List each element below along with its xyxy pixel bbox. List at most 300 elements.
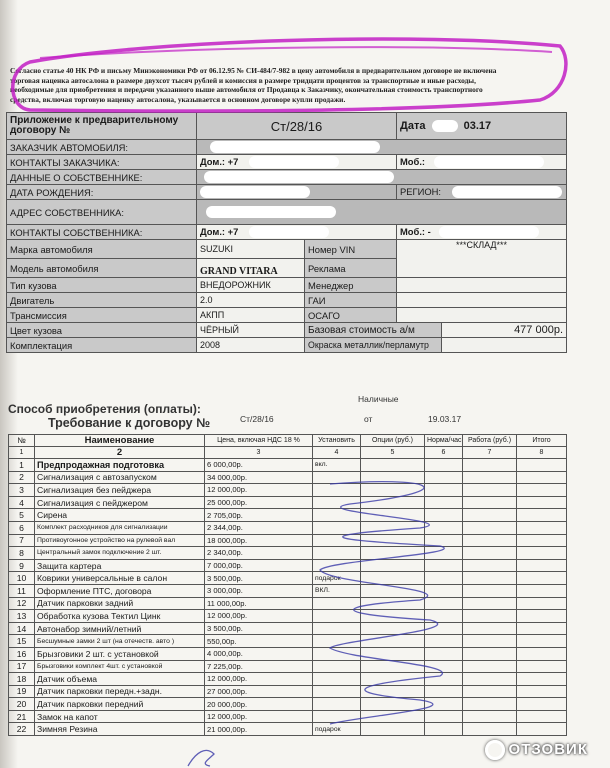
items-header-row bbox=[9, 435, 567, 447]
item-work bbox=[463, 647, 517, 660]
item-name: Автонабор зимний/летний bbox=[35, 622, 205, 635]
item-norm bbox=[425, 635, 463, 648]
col-no-header: № bbox=[9, 435, 35, 447]
item-options bbox=[361, 521, 425, 534]
item-total bbox=[517, 496, 567, 509]
item-norm bbox=[425, 597, 463, 610]
birth-date-label: ДАТА РОЖДЕНИЯ: bbox=[7, 185, 197, 200]
redaction-blot bbox=[204, 171, 394, 183]
item-norm bbox=[425, 509, 463, 522]
item-name: Центральный замок подключение 2 шт. bbox=[35, 547, 205, 560]
item-total bbox=[517, 547, 567, 560]
manager-label: Менеджер bbox=[305, 278, 397, 293]
item-work bbox=[463, 459, 517, 472]
contacts-label: КОНТАКТЫ ЗАКАЗЧИКА: bbox=[7, 155, 197, 170]
table-row bbox=[9, 496, 567, 509]
item-price: 21 000,00р. bbox=[205, 723, 313, 736]
table-row bbox=[9, 597, 567, 610]
model-label: Модель автомобиля bbox=[7, 259, 197, 278]
item-price: 2 344,00р. bbox=[205, 521, 313, 534]
model-value: GRAND VITARA bbox=[197, 259, 305, 278]
customer-phone-home bbox=[197, 155, 397, 170]
redaction-blot bbox=[206, 206, 336, 218]
table-row bbox=[9, 534, 567, 547]
region-label: РЕГИОН: bbox=[400, 185, 441, 197]
item-work bbox=[463, 521, 517, 534]
color-label: Цвет кузова bbox=[7, 323, 197, 338]
transmission-value: АКПП bbox=[197, 308, 305, 323]
item-install: подарок bbox=[313, 572, 361, 585]
item-total bbox=[517, 534, 567, 547]
item-number: 4 bbox=[9, 496, 35, 509]
item-total bbox=[517, 698, 567, 711]
base-price-label: Базовая стоимость а/м bbox=[305, 323, 442, 338]
item-options bbox=[361, 471, 425, 484]
contract-info-table bbox=[6, 112, 567, 353]
item-number: 14 bbox=[9, 622, 35, 635]
item-price: 4 000,00р. bbox=[205, 647, 313, 660]
item-number: 20 bbox=[9, 698, 35, 711]
item-norm bbox=[425, 622, 463, 635]
payment-method-label: Способ приобретения (оплаты): bbox=[8, 402, 201, 416]
item-work bbox=[463, 710, 517, 723]
item-work bbox=[463, 610, 517, 623]
item-norm bbox=[425, 459, 463, 472]
item-number: 21 bbox=[9, 710, 35, 723]
note-line: торговая наценка автосалона в размере двухсот тысяч рублей и комиссия в размере тридцати процентов за транспортные и иные расходы, bbox=[10, 75, 476, 85]
item-number: 6 bbox=[9, 521, 35, 534]
item-name: Датчик объема bbox=[35, 673, 205, 686]
item-total bbox=[517, 572, 567, 585]
appendix-label-line: договору № bbox=[10, 125, 71, 136]
item-norm bbox=[425, 547, 463, 560]
item-install bbox=[313, 547, 361, 560]
gai-label: ГАИ bbox=[305, 293, 397, 308]
date-cell bbox=[397, 113, 567, 140]
item-install bbox=[313, 509, 361, 522]
request-label: Требование к договору № bbox=[48, 416, 211, 430]
item-number: 22 bbox=[9, 723, 35, 736]
table-row bbox=[9, 685, 567, 698]
col-norm-header: Норма/час bbox=[425, 435, 463, 447]
item-work bbox=[463, 471, 517, 484]
marker-highlight-stroke bbox=[40, 47, 552, 58]
item-price: 2 705,00р. bbox=[205, 509, 313, 522]
osago-value bbox=[397, 308, 567, 323]
item-number: 9 bbox=[9, 559, 35, 572]
item-total bbox=[517, 471, 567, 484]
gai-value bbox=[397, 293, 567, 308]
item-number: 5 bbox=[9, 509, 35, 522]
item-options bbox=[361, 509, 425, 522]
item-name: Брызговики 2 шт. с установкой bbox=[35, 647, 205, 660]
item-work bbox=[463, 685, 517, 698]
table-row bbox=[9, 509, 567, 522]
item-install: вкл. bbox=[313, 459, 361, 472]
table-row bbox=[9, 459, 567, 472]
owner-data-label: ДАННЫЕ О СОБСТВЕННИКЕ: bbox=[7, 170, 197, 185]
item-number: 18 bbox=[9, 673, 35, 686]
table-row bbox=[9, 521, 567, 534]
redaction-blot bbox=[452, 186, 562, 198]
item-work bbox=[463, 534, 517, 547]
osago-label: ОСАГО bbox=[305, 308, 397, 323]
phone-home-text: Дом.: +7 bbox=[200, 155, 239, 167]
item-price: 7 000,00р. bbox=[205, 559, 313, 572]
table-row bbox=[9, 584, 567, 597]
item-norm bbox=[425, 610, 463, 623]
item-number: 2 bbox=[9, 471, 35, 484]
manager-value bbox=[397, 278, 567, 293]
item-options bbox=[361, 673, 425, 686]
watermark bbox=[485, 740, 588, 760]
item-options bbox=[361, 660, 425, 673]
colnum: 4 bbox=[313, 447, 361, 459]
watermark-logo-icon bbox=[485, 740, 505, 760]
item-work bbox=[463, 660, 517, 673]
item-install bbox=[313, 610, 361, 623]
col-price-header: Цена, включая НДС 18 % bbox=[205, 435, 313, 447]
items-colnum-row bbox=[9, 447, 567, 459]
item-price: 3 000,00р. bbox=[205, 584, 313, 597]
item-price: 12 000,00р. bbox=[205, 610, 313, 623]
item-total bbox=[517, 622, 567, 635]
table-row bbox=[9, 660, 567, 673]
item-name: Предпродажная подготовка bbox=[35, 459, 205, 472]
table-row bbox=[9, 622, 567, 635]
item-price: 34 000,00р. bbox=[205, 471, 313, 484]
owner-phone-home bbox=[197, 225, 397, 240]
item-norm bbox=[425, 673, 463, 686]
item-options bbox=[361, 597, 425, 610]
birth-date-value bbox=[197, 185, 397, 200]
colnum: 5 bbox=[361, 447, 425, 459]
redaction-blot bbox=[200, 186, 310, 198]
appendix-label-line: Приложение к предварительному bbox=[10, 115, 179, 126]
item-name: Коврики универсальные в салон bbox=[35, 572, 205, 585]
item-work bbox=[463, 559, 517, 572]
item-options bbox=[361, 647, 425, 660]
table-row bbox=[9, 610, 567, 623]
equipment-value: 2008 bbox=[197, 338, 305, 353]
make-value: SUZUKI bbox=[197, 240, 305, 259]
item-work bbox=[463, 635, 517, 648]
header-row bbox=[7, 113, 567, 140]
item-total bbox=[517, 559, 567, 572]
item-norm bbox=[425, 710, 463, 723]
table-row bbox=[9, 471, 567, 484]
item-number: 15 bbox=[9, 635, 35, 648]
item-number: 16 bbox=[9, 647, 35, 660]
item-work bbox=[463, 723, 517, 736]
table-row bbox=[9, 547, 567, 560]
col-install-header: Установить bbox=[313, 435, 361, 447]
item-total bbox=[517, 597, 567, 610]
item-norm bbox=[425, 534, 463, 547]
table-row bbox=[9, 572, 567, 585]
item-price: 3 500,00р. bbox=[205, 572, 313, 585]
item-total bbox=[517, 484, 567, 497]
table-row bbox=[9, 723, 567, 736]
redaction-blot bbox=[434, 156, 544, 168]
vin-value: ***СКЛАД*** bbox=[397, 240, 567, 278]
engine-value: 2.0 bbox=[197, 293, 305, 308]
item-total bbox=[517, 584, 567, 597]
item-install bbox=[313, 534, 361, 547]
customer-phone-mob bbox=[397, 155, 567, 170]
item-number: 17 bbox=[9, 660, 35, 673]
paint-label: Окраска металлик/перламутр bbox=[305, 338, 442, 353]
item-price: 12 000,00р. bbox=[205, 673, 313, 686]
engine-label: Двигатель bbox=[7, 293, 197, 308]
item-work bbox=[463, 622, 517, 635]
item-work bbox=[463, 496, 517, 509]
item-work bbox=[463, 509, 517, 522]
item-norm bbox=[425, 647, 463, 660]
item-options bbox=[361, 610, 425, 623]
item-price: 3 500,00р. bbox=[205, 622, 313, 635]
redaction-blot bbox=[249, 226, 329, 238]
item-price: 550,00р. bbox=[205, 635, 313, 648]
note-line: Согласно статье 40 НК РФ и письму Минэкономики РФ от 06.12.95 № СИ-484/7-982 в цену автомобиля в предварительном договоре не включена bbox=[10, 66, 497, 75]
item-price: 12 000,00р. bbox=[205, 484, 313, 497]
item-install bbox=[313, 710, 361, 723]
item-name: Датчик парковки задний bbox=[35, 597, 205, 610]
date-value: 03.17 bbox=[463, 119, 492, 132]
item-price: 12 000,00р. bbox=[205, 710, 313, 723]
item-install bbox=[313, 484, 361, 497]
redaction-blot bbox=[249, 156, 339, 168]
col-total-header: Итого bbox=[517, 435, 567, 447]
table-row bbox=[9, 710, 567, 723]
item-install bbox=[313, 521, 361, 534]
item-work bbox=[463, 597, 517, 610]
table-row bbox=[9, 484, 567, 497]
item-number: 12 bbox=[9, 597, 35, 610]
item-name: Сигнализация с пейджером bbox=[35, 496, 205, 509]
owner-phone-mob bbox=[397, 225, 567, 240]
item-number: 8 bbox=[9, 547, 35, 560]
item-install bbox=[313, 597, 361, 610]
item-norm bbox=[425, 484, 463, 497]
col-options-header: Опции (руб.) bbox=[361, 435, 425, 447]
ad-label: Реклама bbox=[305, 259, 397, 278]
item-install bbox=[313, 685, 361, 698]
item-name: Зимняя Резина bbox=[35, 723, 205, 736]
owner-phone-home-text: Дом.: +7 bbox=[200, 225, 239, 237]
request-from-label: от bbox=[364, 414, 373, 424]
item-name: Бесшумные замки 2 шт (на отечеств. авто ) bbox=[35, 635, 205, 648]
item-install bbox=[313, 559, 361, 572]
item-install bbox=[313, 647, 361, 660]
colnum: 2 bbox=[35, 447, 205, 459]
item-total bbox=[517, 647, 567, 660]
payment-method-value: Наличные bbox=[358, 394, 399, 404]
watermark-text: ОТЗОВИК bbox=[508, 740, 588, 758]
transmission-label: Трансмиссия bbox=[7, 308, 197, 323]
item-install: ВКЛ. bbox=[313, 584, 361, 597]
item-price: 7 225,00р. bbox=[205, 660, 313, 673]
item-norm bbox=[425, 496, 463, 509]
item-install bbox=[313, 496, 361, 509]
appendix-label bbox=[7, 113, 197, 140]
item-name: Оформление ПТС, договора bbox=[35, 584, 205, 597]
item-name: Защита картера bbox=[35, 559, 205, 572]
item-norm bbox=[425, 471, 463, 484]
redaction-blot bbox=[210, 141, 380, 153]
item-total bbox=[517, 673, 567, 686]
item-norm bbox=[425, 698, 463, 711]
item-name: Сирена bbox=[35, 509, 205, 522]
paint-value bbox=[442, 338, 567, 353]
item-norm bbox=[425, 685, 463, 698]
item-options bbox=[361, 547, 425, 560]
item-number: 19 bbox=[9, 685, 35, 698]
item-options bbox=[361, 635, 425, 648]
region-cell bbox=[397, 185, 567, 200]
item-options bbox=[361, 622, 425, 635]
item-price: 6 000,00р. bbox=[205, 459, 313, 472]
request-date: 19.03.17 bbox=[428, 414, 462, 424]
item-options bbox=[361, 584, 425, 597]
item-rows bbox=[9, 459, 567, 736]
item-install: подарок bbox=[313, 723, 361, 736]
item-name: Обработка кузова Тектил Цинк bbox=[35, 610, 205, 623]
colnum: 7 bbox=[463, 447, 517, 459]
colnum: 3 bbox=[205, 447, 313, 459]
vin-label: Номер VIN bbox=[305, 240, 397, 259]
item-work bbox=[463, 584, 517, 597]
legal-note bbox=[10, 66, 560, 104]
owner-address-value bbox=[197, 200, 567, 225]
item-norm bbox=[425, 660, 463, 673]
item-name: Брызговики комплект 4шт. с установкой bbox=[35, 660, 205, 673]
item-work bbox=[463, 673, 517, 686]
item-total bbox=[517, 459, 567, 472]
note-line: необходимые для приобретения и передачи указанного выше автомобиля от Продавца к Заказчику, окончательная стоимость транспортного bbox=[10, 85, 483, 95]
item-options bbox=[361, 496, 425, 509]
phone-mob-text: Моб.: bbox=[400, 155, 426, 167]
item-options bbox=[361, 572, 425, 585]
item-work bbox=[463, 547, 517, 560]
item-options bbox=[361, 710, 425, 723]
owner-data-value bbox=[197, 170, 567, 185]
item-options bbox=[361, 723, 425, 736]
item-total bbox=[517, 710, 567, 723]
item-norm bbox=[425, 572, 463, 585]
items-table bbox=[8, 434, 567, 736]
customer-value bbox=[197, 140, 567, 155]
colnum: 1 bbox=[9, 447, 35, 459]
item-number: 11 bbox=[9, 584, 35, 597]
contract-number: Ст/28/16 bbox=[197, 113, 397, 140]
owner-contacts-label: КОНТАКТЫ СОБСТВЕННИКА: bbox=[7, 225, 197, 240]
make-label: Марка автомобиля bbox=[7, 240, 197, 259]
body-label: Тип кузова bbox=[7, 278, 197, 293]
base-price-value: 477 000р. bbox=[442, 323, 567, 338]
item-name: Комплект расходников для сигнализации bbox=[35, 521, 205, 534]
body-value: ВНЕДОРОЖНИК bbox=[197, 278, 305, 293]
item-work bbox=[463, 572, 517, 585]
redaction-blot bbox=[432, 120, 458, 132]
item-options bbox=[361, 685, 425, 698]
item-work bbox=[463, 484, 517, 497]
table-row bbox=[9, 673, 567, 686]
colnum: 6 bbox=[425, 447, 463, 459]
item-total bbox=[517, 509, 567, 522]
item-total bbox=[517, 723, 567, 736]
note-line: средства, включая торговую наценку автосалона, указывается в основном договоре купли продажи. bbox=[10, 94, 346, 104]
item-work bbox=[463, 698, 517, 711]
colnum: 8 bbox=[517, 447, 567, 459]
item-options bbox=[361, 534, 425, 547]
item-name: Датчик парковки передн.+задн. bbox=[35, 685, 205, 698]
item-norm bbox=[425, 559, 463, 572]
redaction-blot bbox=[439, 226, 539, 238]
item-price: 11 000,00р. bbox=[205, 597, 313, 610]
item-name: Замок на капот bbox=[35, 710, 205, 723]
equipment-label: Комплектация bbox=[7, 338, 197, 353]
item-total bbox=[517, 685, 567, 698]
item-name: Сигнализация без пейджера bbox=[35, 484, 205, 497]
item-options bbox=[361, 484, 425, 497]
item-number: 3 bbox=[9, 484, 35, 497]
item-name: Датчик парковки передний bbox=[35, 698, 205, 711]
item-price: 18 000,00р. bbox=[205, 534, 313, 547]
request-number: Ст/28/16 bbox=[240, 414, 274, 424]
item-price: 25 000,00р. bbox=[205, 496, 313, 509]
item-norm bbox=[425, 584, 463, 597]
item-total bbox=[517, 610, 567, 623]
owner-address-label: АДРЕС СОБСТВЕННИКА: bbox=[7, 200, 197, 225]
item-name: Противоугонное устройство на рулевой вал bbox=[35, 534, 205, 547]
item-total bbox=[517, 660, 567, 673]
item-options bbox=[361, 559, 425, 572]
item-total bbox=[517, 521, 567, 534]
item-number: 13 bbox=[9, 610, 35, 623]
table-row bbox=[9, 698, 567, 711]
date-label: Дата bbox=[400, 119, 426, 132]
item-name: Сигнализация с автозапуском bbox=[35, 471, 205, 484]
item-install bbox=[313, 673, 361, 686]
item-install bbox=[313, 698, 361, 711]
pen-signature-mark bbox=[188, 750, 214, 766]
color-value: ЧЁРНЫЙ bbox=[197, 323, 305, 338]
item-price: 2 340,00р. bbox=[205, 547, 313, 560]
item-install bbox=[313, 635, 361, 648]
item-norm bbox=[425, 521, 463, 534]
item-norm bbox=[425, 723, 463, 736]
item-install bbox=[313, 622, 361, 635]
table-row bbox=[9, 559, 567, 572]
item-options bbox=[361, 459, 425, 472]
item-number: 7 bbox=[9, 534, 35, 547]
col-work-header: Работа (руб.) bbox=[463, 435, 517, 447]
item-number: 1 bbox=[9, 459, 35, 472]
item-total bbox=[517, 635, 567, 648]
col-name-header: Наименование bbox=[35, 435, 205, 447]
item-install bbox=[313, 660, 361, 673]
item-price: 20 000,00р. bbox=[205, 698, 313, 711]
item-price: 27 000,00р. bbox=[205, 685, 313, 698]
owner-phone-mob-text: Моб.: - bbox=[400, 225, 431, 237]
item-install bbox=[313, 471, 361, 484]
table-row bbox=[9, 647, 567, 660]
item-options bbox=[361, 698, 425, 711]
customer-label: ЗАКАЗЧИК АВТОМОБИЛЯ: bbox=[7, 140, 197, 155]
table-row bbox=[9, 635, 567, 648]
item-number: 10 bbox=[9, 572, 35, 585]
